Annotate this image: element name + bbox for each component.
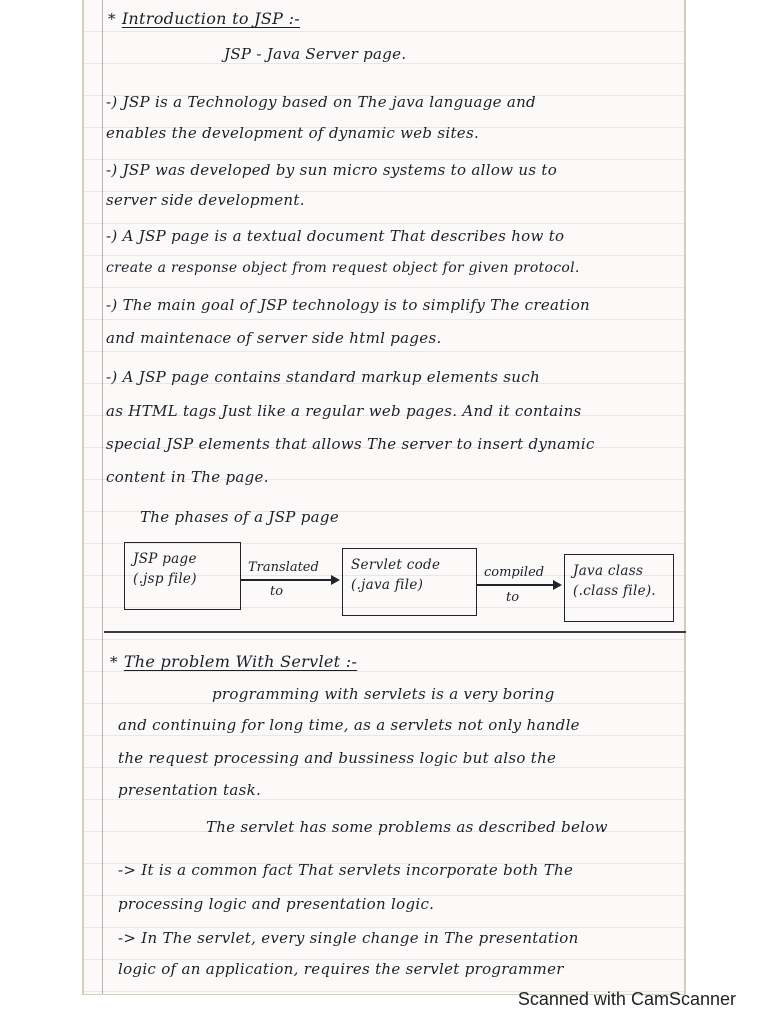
box-sublabel: (.jsp file): [133, 571, 197, 587]
paragraph-line: logic of an application, requires the servlet programmer: [118, 960, 564, 978]
paragraph-line: the request processing and bussiness logic but also the: [118, 749, 557, 767]
paragraph-line: and maintenace of server side html pages.: [106, 329, 442, 347]
arrow-line-1: [241, 579, 331, 581]
paragraph-line: -> It is a common fact That servlets incorporate both The: [118, 861, 574, 879]
bullet-star: *: [108, 10, 116, 28]
paragraph-line: content in The page.: [106, 468, 269, 486]
box-label: Java class: [573, 563, 644, 579]
servlet-code-box: [342, 548, 477, 616]
paragraph-line: special JSP elements that allows The server to insert dynamic: [106, 435, 595, 453]
margin-line: [102, 0, 103, 994]
jsp-page-box: [124, 542, 241, 610]
subheading: JSP - Java Server page.: [224, 45, 407, 63]
paragraph-line: -) The main goal of JSP technology is to simplify The creation: [106, 296, 590, 314]
paragraph-line: as HTML tags Just like a regular web pages. And it contains: [106, 402, 582, 420]
paragraph-line: presentation task.: [118, 781, 262, 799]
bullet-star: *: [110, 653, 118, 671]
box-label: JSP page: [133, 551, 197, 567]
arrow-sublabel: to: [270, 584, 284, 599]
paragraph-line: and continuing for long time, as a servlets not only handle: [118, 716, 580, 734]
arrow-sublabel: to: [506, 590, 520, 605]
paragraph-line: server side development.: [106, 191, 305, 209]
section-heading-servlet: * The problem With Servlet :-: [110, 652, 358, 671]
arrow-head-2: [553, 580, 562, 590]
paragraph-line: -) A JSP page contains standard markup elements such: [106, 368, 540, 386]
paragraph-line: programming with servlets is a very boring: [212, 685, 555, 703]
arrow-head-1: [331, 575, 340, 585]
paragraph-line: -) JSP is a Technology based on The java language and: [106, 93, 536, 111]
paragraph-line: -) JSP was developed by sun micro systems to allow us to: [106, 161, 558, 179]
arrow-label: Translated: [248, 560, 319, 575]
problems-intro: The servlet has some problems as described below: [206, 818, 608, 836]
box-sublabel: (.java file): [351, 577, 424, 593]
arrow-line-2: [477, 584, 553, 586]
paragraph-line: enables the development of dynamic web sites.: [106, 124, 480, 142]
paragraph-line: -> In The servlet, every single change in The presentation: [118, 929, 579, 947]
section-divider: [104, 631, 686, 633]
arrow-label: compiled: [484, 565, 545, 580]
notebook-page: [84, 0, 685, 994]
box-sublabel: (.class file).: [573, 583, 657, 599]
paragraph-line: processing logic and presentation logic.: [118, 895, 435, 913]
phases-title: The phases of a JSP page: [140, 508, 339, 526]
paragraph-line: -) A JSP page is a textual document That describes how to: [106, 227, 565, 245]
box-label: Servlet code: [351, 557, 441, 573]
java-class-box: [564, 554, 674, 622]
scanned-page: [82, 0, 686, 995]
paragraph-line: create a response object from request object for given protocol.: [106, 260, 580, 276]
section-heading-intro: * Introduction to JSP :-: [108, 9, 300, 28]
camscanner-watermark: Scanned with CamScanner: [517, 989, 736, 1009]
